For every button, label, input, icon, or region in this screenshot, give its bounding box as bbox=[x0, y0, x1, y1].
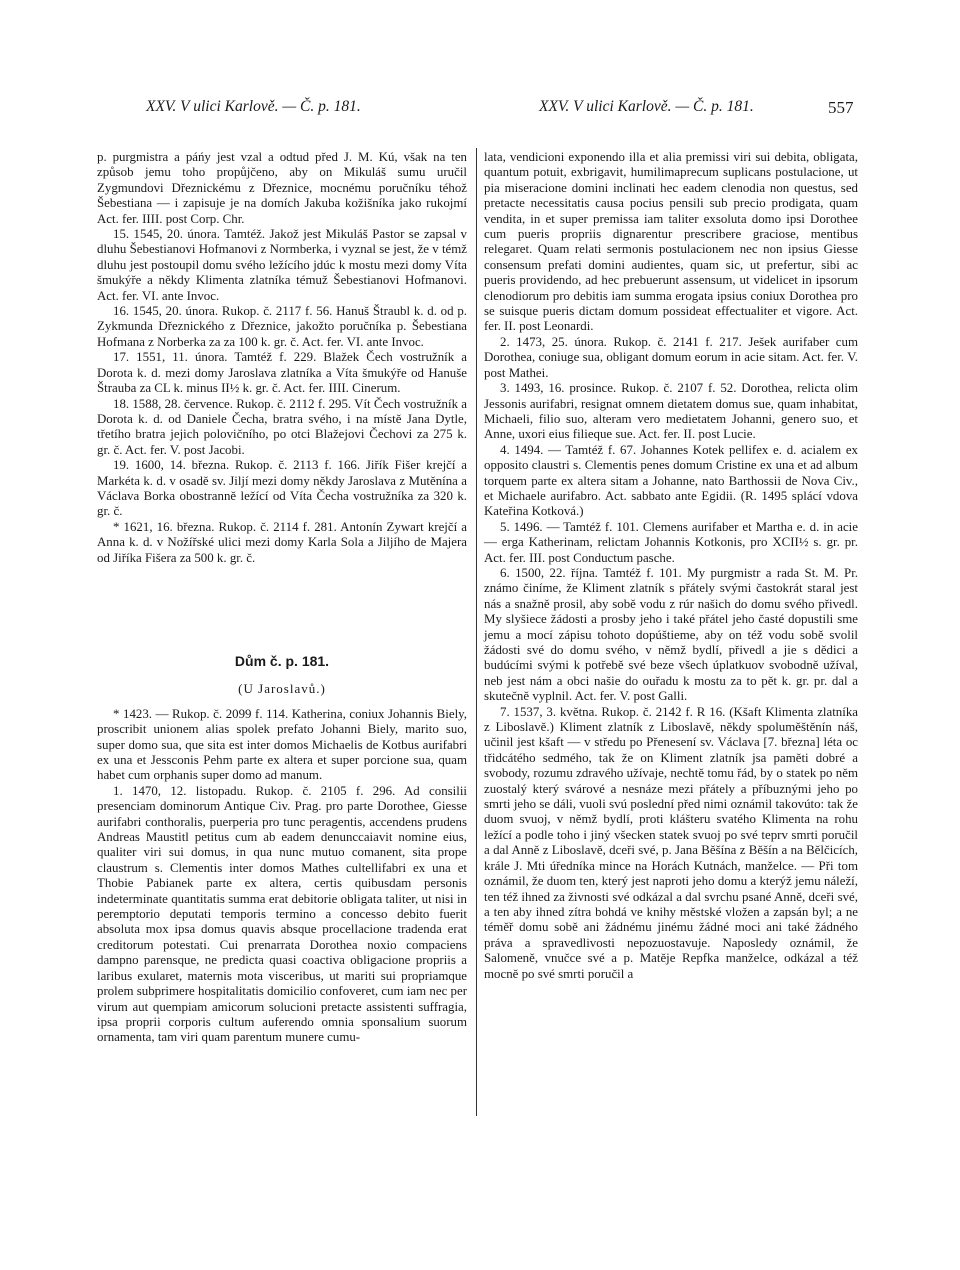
paragraph: 18. 1588, 28. července. Rukop. č. 2112 f. 295. Vít Čech vostružník a Dorota k. d. od Daniele Čecha, bratra svého, i na místě Jana Dytle, třetího bratra jejich polovičního, po otci Blažejovi Čechovi za 275 k. gr. č. Act. fer. V. post Jacobi. bbox=[97, 396, 467, 457]
paragraph: 17. 1551, 11. února. Tamtéž f. 229. Blažek Čech vostružník a Dorota k. d. mezi domy Jaroslava zlatníka a Víta šmukýře od Hanuše Štrauba za CL k. minus II½ k. gr. č. Act. fer. IIII. Cinerum. bbox=[97, 350, 467, 396]
paragraph: 6. 1500, 22. října. Tamtéž f. 101. My purgmistr a rada St. M. Pr. známo činíme, že Kliment zlatník s přátely svými častokrát staral jest nás a snažně prosil, aby sobě vodu z rúr našich do domu svého přivedl. My slyšiece žádosti a prosby jeho i také přátel jeho časté dopustili sme jemu a mocí zápisu tohoto dopúštieme, aby on též vodu sobě svolil žádosti své do domu svého, v němž bydlí, přivedl a jie s dědici a budúcími svými k potřebě své beze všech úplatkuov svobodně užíval, neb jest nám a obci našie do ouřadu k mostu za to pět k. gr. pr. dal a skutečně vyplnil. Act. fer. V. post Galli. bbox=[484, 565, 858, 704]
paragraph: 7. 1537, 3. května. Rukop. č. 2142 f. R 16. (Kšaft Klimenta zlatníka z Liboslavě.) Kliment zlatník z Liboslavě, někdy spoluměštěnín náš, učinil jest kšaft — v středu po Přenesení sv. Václava [7. března] léta oc třidcátého sedmého, tak že on Kliment zlatník jsa paměti dobré a svobody, rozumu zdravého užívaje, nechtě tomu řád, by o statek po něm zuostalý který svárové a nesnáze mezi přátely a příbuznými jeho po smrti jeho se dáli, vuoli svú poslední před nimi oznámil takovúto: tak že duom svuoj, v němž bydlí, proti klášteru svatého Klimenta na rohu ležící a podle toho i jiný všecken statek svuoj po své teprv smrti poručil a dal Anně z Liboslavě, dceři své, p. Jana Běšína z Běšín a na Bělčicích, krále J. Mti úředníka mince na Horách Kutnách, manželce. — Při tom oznámil, že duom ten, který jest naproti jeho domu a kterýž jemu náleží, ten též ihned za živnosti své odkázal a dal svrchu psané Anně, dceři své, a ten aby ihned zítra bohdá ve knihy městské vložen a zapsán byl; a ne téměř domu sobě ani žádnému jinému žádné moci ani také žádného práva a spravedlivosti nepozuostavuje. Naposledy oznámil, že Salomeně, vnučce své a p. Matěje Repfka manželce, odkázal a též mocně po své smrti poručil a bbox=[484, 704, 858, 981]
paragraph: 5. 1496. — Tamtéž f. 101. Clemens aurifaber et Martha e. d. in acie — erga Katherinam, relictam Johannis Kotkonis, pro XCII½ s. gr. pr. Act. fer. III. post Conductum pasche. bbox=[484, 519, 858, 565]
paragraph: * 1621, 16. března. Rukop. č. 2114 f. 281. Antonín Zywart krejčí a Anna k. d. v Nožířské ulici mezi domy Karla Sola a Jiljího de Majera od Jiříka Fišera za 500 k. gr. č. bbox=[97, 519, 467, 565]
section-subtitle: (U Jaroslavů.) bbox=[238, 681, 326, 697]
paragraph: 3. 1493, 16. prosince. Rukop. č. 2107 f. 52. Dorothea, relicta olim Jessonis aurifabri, resignat omnem dietatem domus sue, quam inhabitat, Michaeli, filio suo, alteram vero medietatem Johanni, genero suo, et Anne, uxori eius filieque sue. Act. fer. II. post Lucie. bbox=[484, 381, 858, 442]
paragraph: 15. 1545, 20. února. Tamtéž. Jakož jest Mikuláš Pastor se zapsal v dluhu Šebestianovi Hofmanovi z Normberka, i vyznal se jest, že v témž dluhu jest postoupil domu svého ležícího jdúc k mostu mezi domy Víta šmukýře a někdy Klimenta zlatníka témuž Šebestianovi Hofmanovi. Act. fer. VI. ante Invoc. bbox=[97, 227, 467, 303]
paragraph: 4. 1494. — Tamtéž f. 67. Johannes Kotek pellifex e. d. acialem ex opposito claustri s. Clementis penes domum Cristine ex una et ad album torquem parte ex altera sitam a Johanne, nato Barthossii de Nova Civ., et Michaele aurifabro. Act. sabbato ante Egidii. (R. 1495 splácí vdova Kateřina Kotková.) bbox=[484, 442, 858, 519]
left-column bbox=[97, 150, 467, 1046]
paragraph: * 1423. — Rukop. č. 2099 f. 114. Katherina, coniux Johannis Biely, proscribit unionem alias spolek prefato Johanni Biely, marito suo, super domo sua, que sita est inter domos Michaelis de Kotbus aurifabri ex una et Jessconis Pehm parte ex altera et super porcione sua, quam habet cum orphanis super domo ad manum. bbox=[97, 706, 467, 783]
paragraph: lata, vendicioni exponendo illa et alia premissi viri sui debita, obligata, quantum potuit, exbrigavit, humilimaprecum suplicans postulacione, ut pia miseracione domini inclinati hec eadem clenodia non questus, sed pretacte necessitatis causa pocius pensili sub precio prodigata, quam vendita, in et super premissa iam taliter exsoluta domo ipsi Dorothee cum pueris propriis dignarentur prescribere graciose, mentibus relegaret. Quam relati sermonis postulacionem nec non ipsius Giesse consensum prefati domini audientes, quam sic, ut prefertur, sibi ac pueris providendo, ad hec prebuerunt assensum, ut videlicet in ipsorum clenodiorum pro debitis iam summa erogata ipsius coniux Dorothea pro se suisque pueris dictam domum possideat effectualiter et vigore. Act. fer. II. post Leonardi. bbox=[484, 150, 858, 334]
paragraph: 16. 1545, 20. února. Rukop. č. 2117 f. 56. Hanuš Štraubl k. d. od p. Zykmunda Dřeznického z Dřeznice, jakožto poručníka p. Šebestiana Hofmana z Norberka za za 100 k. gr. č. Act. fer. VI. ante Invoc. bbox=[97, 304, 467, 349]
paragraph: 19. 1600, 14. března. Rukop. č. 2113 f. 166. Jiřík Fišer krejčí a Markéta k. d. v osadě sv. Jiljí mezi domy někdy Jaroslava z Mutěnína a Václava Borka obostranně ležící od Víta Čecha vostružníka za 320 k. gr. č. bbox=[97, 458, 467, 519]
running-header bbox=[0, 98, 960, 124]
section-title: Dům č. p. 181. bbox=[234, 652, 330, 669]
paragraph: 2. 1473, 25. února. Rukop. č. 2141 f. 217. Ješek aurifaber cum Dorothea, coniuge sua, obligant domum eorum in acie sitam. Act. fer. V. post Mathei. bbox=[484, 334, 858, 380]
running-head-right: XXV. V ulici Karlově. — Č. p. 181. bbox=[539, 98, 754, 115]
column-divider bbox=[476, 148, 477, 1116]
running-head-left: XXV. V ulici Karlově. — Č. p. 181. bbox=[146, 98, 361, 115]
paragraph: 1. 1470, 12. listopadu. Rukop. č. 2105 f. 296. Ad consilii presenciam dominorum Antique Civ. Prag. pro parte Dorothee, Giesse aurifabri conthoralis, puerperia pro tunc peragentis, accendens prudens Andreas Maustitl petitus cum ab eadem denunccaiavit nomine eius, qualiter viri sui domus, in qua nunc mutuo comanent, sita prope claustrum s. Clementis inter domos Mathes cultellifabri ex una et Thobie Pabianek parte ex altera, certis quibusdam personis indeterminate quantitatis summa erat debitorie obligata taliter, ut nisi in peremptorio deputati temporis termino a concesso debito fuerit absoluta mox ipsa domus quavis absque procellacione tradenda erat creditorum potestati. Cui prenarrata Dorothea noxio compaciens dampno parensque, ne predicta quasi coactiva obligacione propriis a laribus exularet, maternis mota visceribus, ut mariti sui propriamque prolem subprimere hospitalitatis domicilio confoveret, cum iam nec per virum aut quempiam amicorum solucioni pretacte assistenti suffragia, ipsa proprii corporis cultum auferendo omnia sponsalium suorum ornamenta, tam viri quam parentum munere cumu- bbox=[97, 783, 467, 1045]
page-number: 557 bbox=[828, 98, 854, 117]
paragraph: p. purgmistra a páńy jest vzal a odtud před J. M. Kú, však na ten způsob jemu toho propůjčeno, aby on Mikuláš sumu uručil Zygmundovi Dřeznickému z Dřeznice, mocnému poručníku téhož Šebestiana — i zapisuje je na domích Jakuba kožišníka jako rukojmí Act. fer. IIII. post Corp. Chr. bbox=[97, 150, 467, 226]
right-column bbox=[484, 150, 858, 982]
